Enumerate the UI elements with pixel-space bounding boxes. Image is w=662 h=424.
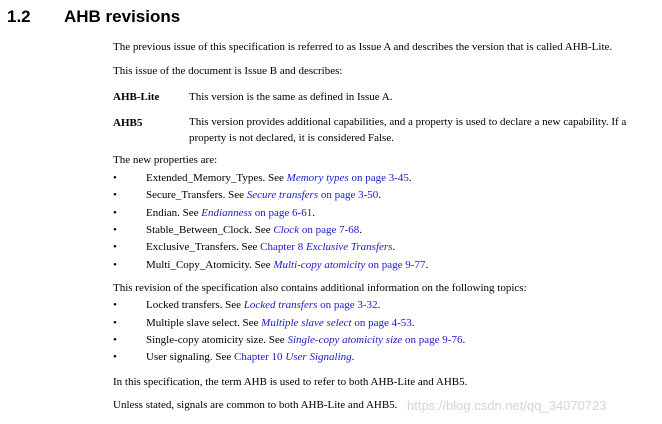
list-item: Multi_Copy_Atomicity. See Multi-copy atomicity on page 9-77. [146, 259, 429, 271]
list-item: Single-copy atomicity size. See Single-copy atomicity size on page 9-76. [146, 334, 466, 346]
bullet-icon: • [113, 189, 117, 201]
item-text: Endian. See [146, 207, 202, 219]
cross-reference-link[interactable]: Memory types on page 3-45 [286, 172, 409, 184]
cross-reference-link[interactable]: Chapter 8 Exclusive Transfers [260, 241, 393, 253]
additional-topics-intro: This revision of the specification also contains additional information on the following topics: [113, 282, 527, 294]
intro-paragraph-2: This issue of the document is Issue B and describes: [113, 65, 343, 77]
watermark: https://blog.csdn.net/qq_34070723 [407, 398, 607, 413]
term-ahb5: AHB5 [113, 117, 143, 129]
item-text: Exclusive_Transfers. See [146, 241, 261, 253]
list-item: Locked transfers. See Locked transfers on page 3-32. [146, 299, 381, 311]
bullet-icon: • [113, 259, 117, 271]
list-item: Stable_Between_Clock. See Clock on page 7-68. [146, 224, 362, 236]
item-text: Multi_Copy_Atomicity. See [146, 259, 274, 271]
item-text: Locked transfers. See [146, 299, 244, 311]
closing-paragraph-1: In this specification, the term AHB is used to refer to both AHB-Lite and AHB5. [113, 376, 468, 388]
term-ahb-lite: AHB-Lite [113, 91, 160, 103]
bullet-icon: • [113, 299, 117, 311]
list-item: Secure_Transfers. See Secure transfers on page 3-50. [146, 189, 382, 201]
cross-reference-link[interactable]: Secure transfers on page 3-50 [246, 189, 379, 201]
bullet-icon: • [113, 207, 117, 219]
bullet-icon: • [113, 172, 117, 184]
list-item: User signaling. See Chapter 10 User Signaling. [146, 351, 355, 363]
cross-reference-link[interactable]: Multiple slave select on page 4-53 [261, 317, 412, 329]
cross-reference-link[interactable]: Endianness on page 6-61 [201, 207, 313, 219]
definition-ahb-lite: This version is the same as defined in Issue A. [189, 91, 393, 103]
list-item: Endian. See Endianness on page 6-61. [146, 207, 315, 219]
bullet-icon: • [113, 334, 117, 346]
list-item: Exclusive_Transfers. See Chapter 8 Exclusive Transfers. [146, 241, 396, 253]
item-text: Single-copy atomicity size. See [146, 334, 288, 346]
new-properties-intro: The new properties are: [113, 154, 218, 166]
section-number: 1.2 [7, 7, 31, 26]
bullet-icon: • [113, 241, 117, 253]
cross-reference-link[interactable]: Chapter 10 User Signaling [233, 351, 352, 363]
bullet-icon: • [113, 351, 117, 363]
item-text: Stable_Between_Clock. See [146, 224, 274, 236]
section-title: AHB revisions [64, 7, 181, 26]
item-text: Extended_Memory_Types. See [146, 172, 287, 184]
intro-paragraph-1: The previous issue of this specification is referred to as Issue A and describes the version that is called AHB-Lite. [113, 41, 613, 53]
cross-reference-link[interactable]: Single-copy atomicity size on page 9-76 [287, 334, 463, 346]
item-text: User signaling. See [146, 351, 234, 363]
item-text: Secure_Transfers. See [146, 189, 247, 201]
bullet-icon: • [113, 317, 117, 329]
bullet-icon: • [113, 224, 117, 236]
list-item: Multiple slave select. See Multiple slave select on page 4-53. [146, 317, 415, 329]
closing-paragraph-2: Unless stated, signals are common to both AHB-Lite and AHB5. [113, 399, 398, 411]
definition-ahb5: This version provides additional capabilities, and a property is used to declare a new capability. If a property is not declared, it is considered False. [189, 116, 627, 144]
cross-reference-link[interactable]: Clock on page 7-68 [273, 224, 360, 236]
cross-reference-link[interactable]: Multi-copy atomicity on page 9-77 [273, 259, 426, 271]
cross-reference-link[interactable]: Locked transfers on page 3-32 [243, 299, 378, 311]
list-item: Extended_Memory_Types. See Memory types on page 3-45. [146, 172, 412, 184]
item-text: Multiple slave select. See [146, 317, 262, 329]
